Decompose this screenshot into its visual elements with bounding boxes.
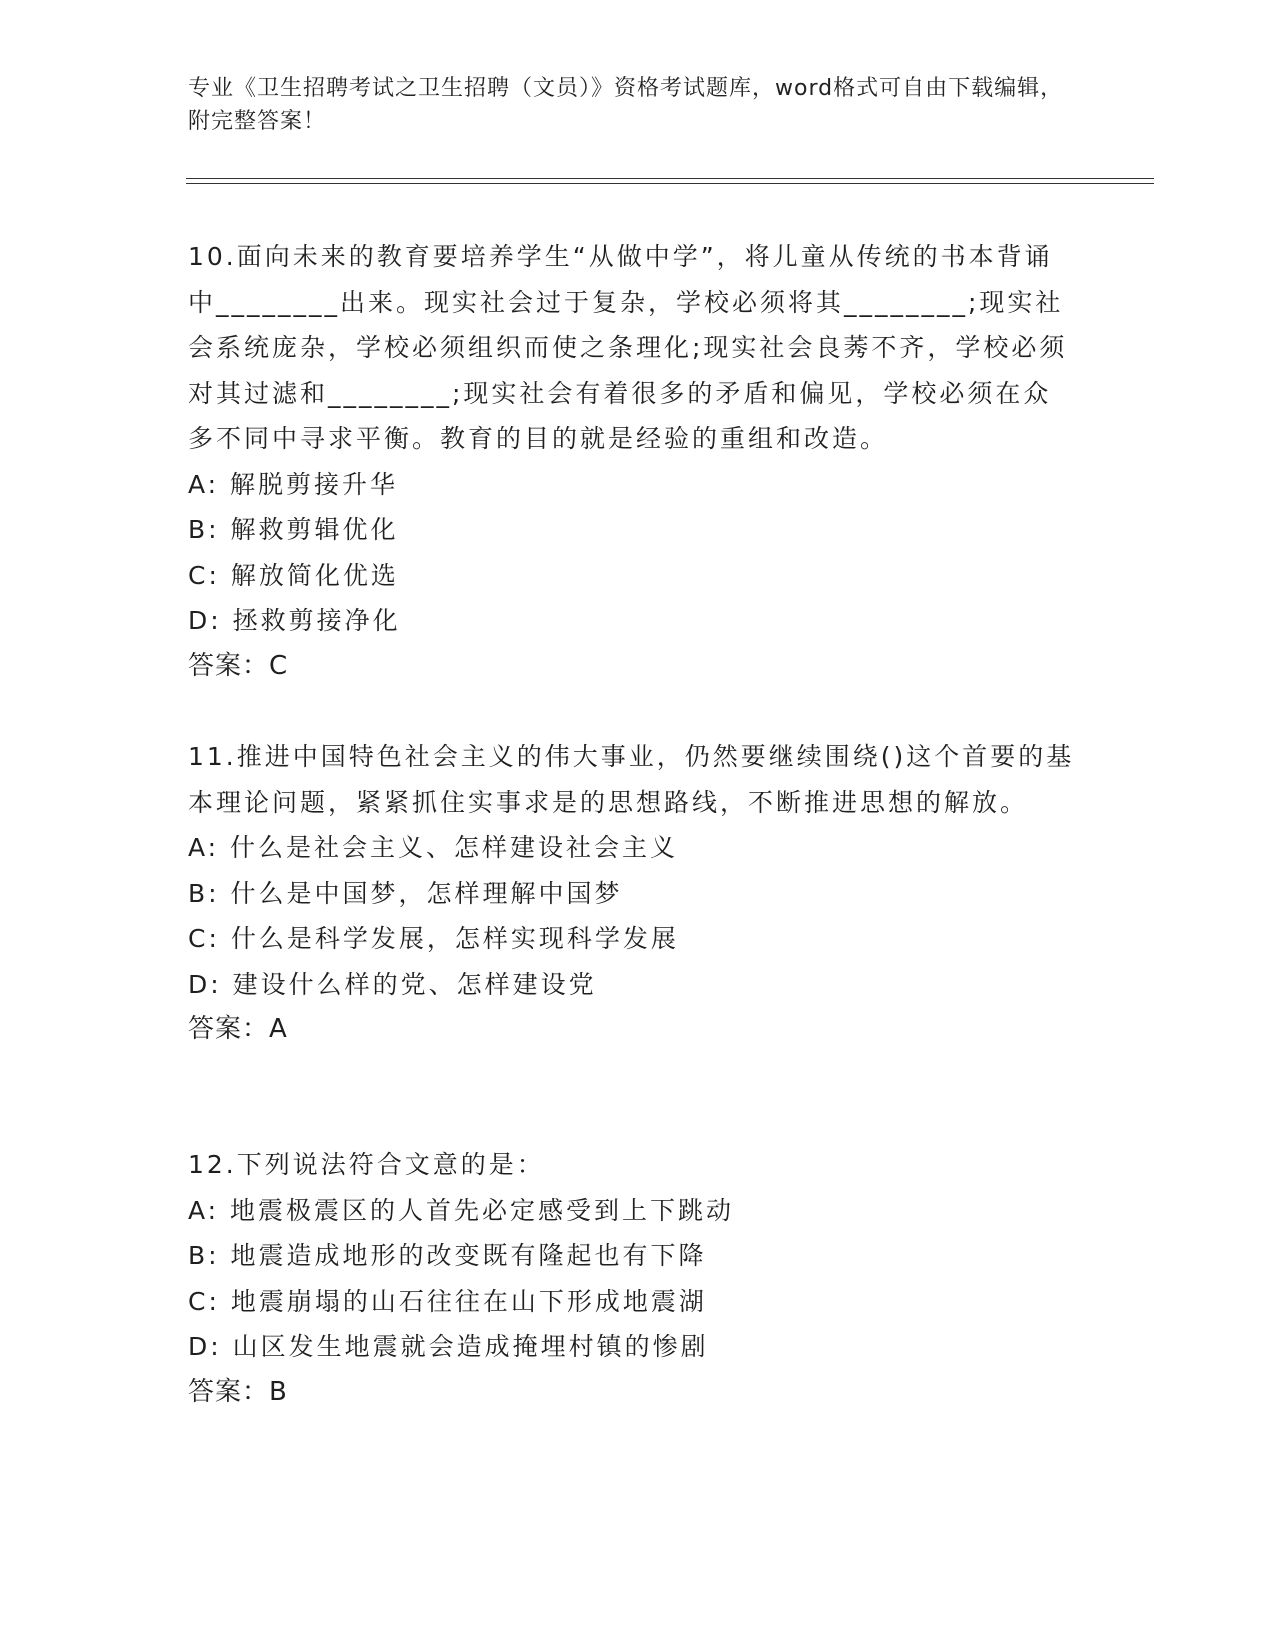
- header-divider: [186, 178, 1154, 184]
- question-10: [188, 234, 1078, 689]
- option-d: D: 山区发生地震就会造成掩埋村镇的惨剧: [188, 1332, 709, 1361]
- question-stem: 10.面向未来的教育要培养学生“从做中学”，将儿童从传统的书本背诵中________出来。现实社会过于复杂，学校必须将其________;现实社会系统庞杂，学校必须组织而使之条理化;现实社会良莠不齐，学校必须对其过滤和________;现实社会有着很多的矛盾和偏见，学校必须在众多不同中寻求平衡。教育的目的就是经验的重组和改造。: [188, 242, 1068, 453]
- option-c: C: 解放简化优选: [188, 560, 399, 590]
- option-a: A: 什么是社会主义、怎样建设社会主义: [188, 833, 679, 862]
- option-b: B: 什么是中国梦，怎样理解中国梦: [188, 878, 623, 908]
- question-stem: 12.下列说法符合文意的是：: [188, 1150, 545, 1179]
- answer: 答案：C: [188, 650, 289, 681]
- option-a: A: 地震极震区的人首先必定感受到上下跳动: [188, 1195, 735, 1225]
- option-a: A: 解脱剪接升华: [188, 469, 399, 499]
- option-c: C: 什么是科学发展，怎样实现科学发展: [188, 924, 679, 953]
- option-d: D: 建设什么样的党、怎样建设党: [188, 969, 597, 999]
- option-d: D: 拯救剪接净化: [188, 606, 401, 635]
- question-12: [188, 1142, 1078, 1415]
- option-b: B: 地震造成地形的改变既有隆起也有下降: [188, 1241, 707, 1270]
- question-stem: 11.推进中国特色社会主义的伟大事业，仍然要继续围绕()这个首要的基本理论问题，紧紧抓住实事求是的思想路线，不断推进思想的解放。: [188, 742, 1075, 817]
- question-11: [188, 734, 1078, 1053]
- option-c: C: 地震崩塌的山石往往在山下形成地震湖: [188, 1286, 707, 1316]
- answer: 答案：A: [188, 1014, 288, 1044]
- page-header: 专业《卫生招聘考试之卫生招聘（文员）》资格考试题库，word格式可自由下载编辑，附完整答案！: [188, 76, 1064, 134]
- answer: 答案：B: [188, 1376, 288, 1407]
- option-b: B: 解救剪辑优化: [188, 515, 399, 544]
